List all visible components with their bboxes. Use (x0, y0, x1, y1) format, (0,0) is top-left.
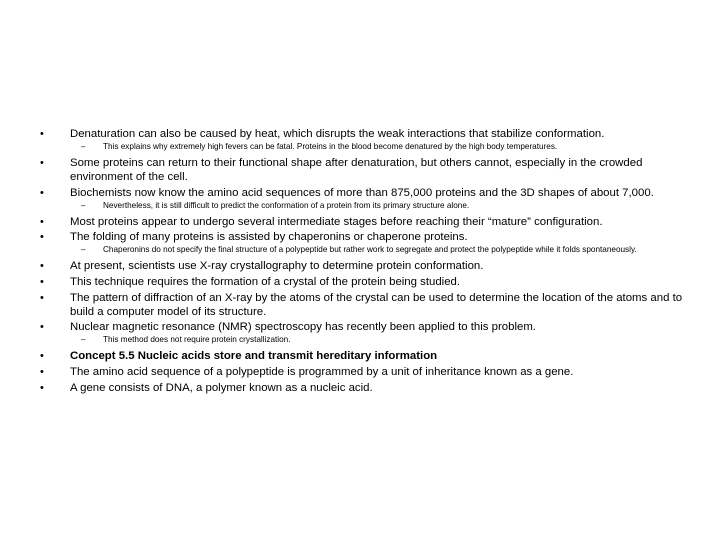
dash-icon: – (81, 335, 86, 345)
bullet-item (38, 349, 688, 363)
bullet-icon: • (40, 215, 44, 228)
bullet-item (38, 365, 688, 379)
sub-bullet-item (38, 335, 688, 346)
sub-bullet-text: Chaperonins do not specify the final structure of a polypeptide but rather work to segregate and protect the polypeptide while it folds spontaneously. (103, 245, 637, 255)
bullet-text: The amino acid sequence of a polypeptide is programmed by a unit of inheritance known as a gene. (70, 365, 574, 378)
bullet-text: The folding of many proteins is assisted by chaperonins or chaperone proteins. (70, 231, 468, 244)
sub-bullet-text: Nevertheless, it is still difficult to predict the conformation of a protein from its primary structure alone. (103, 200, 470, 210)
bullet-icon: • (40, 231, 44, 244)
bullet-icon: • (40, 157, 44, 170)
bullet-icon: • (40, 291, 44, 304)
bullet-icon: • (40, 276, 44, 289)
sub-bullet-item (38, 142, 688, 153)
bullet-icon: • (40, 128, 44, 140)
bullet-icon: • (40, 381, 44, 394)
sub-bullet-text: This explains why extremely high fevers can be fatal. Proteins in the blood become denatured by the high body temperatures. (103, 142, 558, 152)
bullet-item (38, 381, 688, 395)
section-heading: Concept 5.5 Nucleic acids store and transmit hereditary information (70, 350, 438, 363)
bullet-text: Most proteins appear to undergo several intermediate stages before reaching their “mature” configuration. (70, 215, 603, 228)
bullet-list (38, 127, 688, 396)
sub-bullet-item (38, 201, 688, 212)
bullet-text: Biochemists now know the amino acid sequences of more than 875,000 proteins and the 3D shapes of about 7,000. (70, 186, 654, 199)
bullet-icon: • (40, 350, 44, 363)
bullet-item (38, 275, 688, 289)
bullet-item (38, 186, 688, 200)
bullet-text: At present, scientists use X-ray crystallography to determine protein conformation. (70, 260, 484, 273)
dash-icon: – (81, 142, 86, 152)
bullet-text: The pattern of diffraction of an X-ray by the atoms of the crystal can be used to determine the location of the atoms and to build a computer model of its structure. (70, 291, 683, 318)
bullet-icon: • (40, 365, 44, 378)
bullet-text: A gene consists of DNA, a polymer known as a nucleic acid. (70, 381, 373, 394)
bullet-item (38, 215, 688, 229)
bullet-text: Some proteins can return to their functional shape after denaturation, but others cannot, especially in the crowded environment of the cell. (70, 157, 643, 184)
bullet-icon: • (40, 321, 44, 334)
bullet-item (38, 291, 688, 319)
bullet-text: Nuclear magnetic resonance (NMR) spectroscopy has recently been applied to this problem. (70, 321, 536, 334)
bullet-text: Denaturation can also be caused by heat, which disrupts the weak interactions that stabilize conformation. (70, 128, 605, 140)
sub-bullet-item (38, 245, 688, 256)
bullet-item (38, 230, 688, 244)
dash-icon: – (81, 200, 86, 210)
bullet-item (38, 320, 688, 334)
bullet-icon: • (40, 186, 44, 199)
dash-icon: – (81, 245, 86, 255)
bullet-item (38, 156, 688, 184)
bullet-item (38, 259, 688, 273)
bullet-icon: • (40, 260, 44, 273)
bullet-item (38, 127, 688, 141)
sub-bullet-text: This method does not require protein crystallization. (103, 335, 291, 345)
bullet-text: This technique requires the formation of a crystal of the protein being studied. (70, 276, 461, 289)
